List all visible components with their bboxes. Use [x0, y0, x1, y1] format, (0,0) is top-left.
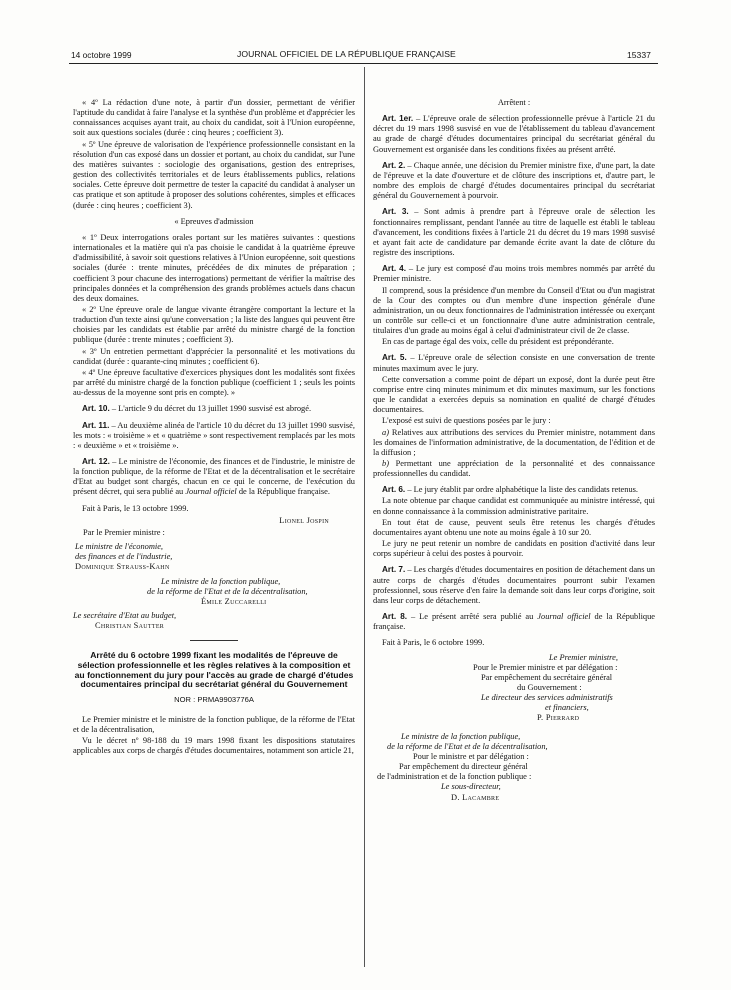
- right-column: [373, 98, 655, 803]
- article-text: de la République française.: [373, 612, 655, 632]
- article-text: de la République française.: [236, 487, 330, 497]
- left-column: [73, 98, 355, 757]
- article-text: – L'épreuve orale de sélection consiste en une conversation de trente minutes maximum avec le jury.: [373, 353, 655, 373]
- article-text: – Les chargés d'études documentaires en position de détachement dans un autre corps de chargés d'études documentaires pourront subir l'examen professionnel, sous réserve d'en faire la demande soit dans leur corps d'origine, soit dans leur corps de détachement.: [373, 565, 655, 605]
- paragraph: Vu le décret nº 98-188 du 19 mars 1998 fixant les dispositions statutaires applicables aux corps de chargés d'études documentaires, notamment son article 21,: [73, 736, 355, 756]
- paragraph: Le jury ne peut retenir un nombre de candidats en position d'activité dans leur corps supérieur à celui des postes à pourvoir.: [373, 539, 655, 559]
- signature-line: Le ministre de la fonction publique,: [401, 731, 521, 741]
- signature-line: Le secrétaire d'Etat au budget,: [73, 611, 177, 621]
- paragraph: « 2º Une épreuve orale de langue vivante étrangère comportant la lecture et la traduction d'un texte ainsi qu'une conversation ; la liste des langues qui peuvent être choisies par les candidats est établie par arrêté du ministre chargé de la fonction publique (durée : trente minutes ; coefficient 3).: [73, 304, 355, 345]
- article-label: Art. 3.: [382, 207, 409, 217]
- header-divider: [69, 63, 658, 64]
- article-text: – Le jury est composé d'au moins trois membres nommés par arrêté du Premier ministre.: [373, 264, 655, 284]
- nor-reference: NOR : PRMA9903776A: [174, 694, 254, 704]
- list-text: Permettant une appréciation de la personnalité et des connaissance professionnelles du candidat.: [373, 459, 655, 479]
- paragraph: « 5º Une épreuve de valorisation de l'expérience professionnelle consistant en la résolution d'un cas exposé dans un dossier et portant, au choix du candidat, sur l'une des matières suivantes : sociologie des organisations, gestion des entreprises, gestion des collectivités territoriales et de leurs établissements publics, relations sociales. Cette épreuve doit permettre de tester la capacité du candidat à analyser un cas pratique et son aptitude à proposer des solutions cohérentes, simples et efficaces (durée : cinq heures ; coefficient 3).: [73, 139, 355, 210]
- signatory: Dominique Strauss-Kahn: [75, 562, 170, 572]
- article-text: – Le ministre de l'économie, des finances et de l'industrie, le ministre de la fonction publique, de la réforme de l'Etat et de la décentralisation et le secrétaire d'Etat au budget sont chargés, chacun en ce qui le concerne, de l'exécution du présent décret, qui sera publié au: [73, 457, 355, 497]
- paragraph: La note obtenue par chaque candidat est communiquée au ministre intéressé, qui en donne connaissance à la commission administrative paritaire.: [373, 496, 655, 516]
- article-label: Art. 4.: [382, 264, 406, 274]
- article-text: – Le jury établit par ordre alphabétique la liste des candidats retenus.: [405, 485, 639, 495]
- signatory: D. Lacambre: [451, 792, 500, 802]
- article-label: Art. 8.: [382, 612, 408, 622]
- section-heading: « Epreuves d'admission: [174, 216, 254, 226]
- article-8: [373, 612, 655, 632]
- list-item: [373, 428, 655, 458]
- article-label: Art. 2.: [382, 160, 406, 170]
- list-item: [373, 459, 655, 479]
- done-at: Fait à Paris, le 6 octobre 1999.: [382, 638, 485, 648]
- list-marker: b): [382, 459, 389, 468]
- signature-line: de la réforme de l'Etat et de la décentralisation,: [387, 741, 548, 751]
- article-text: – Le présent arrêté sera publié au: [407, 612, 538, 622]
- signature-line: des finances et de l'industrie,: [75, 552, 173, 562]
- journal-reference: Journal officiel: [537, 612, 591, 622]
- article-label: Art. 1er.: [382, 114, 414, 124]
- article-text: – Sont admis à prendre part à l'épreuve orale de sélection les fonctionnaires remplissant, pendant l'année au titre de laquelle est établi le tableau d'avancement, les conditions fixées à l'article 21 du décret du 19 mars 1998 susvisé et ayant fait acte de candidature par demande écrite avant la date de clôture du registre des inscriptions.: [373, 207, 655, 258]
- signature-line: et financiers,: [545, 703, 589, 713]
- column-divider: [364, 67, 365, 967]
- journal-reference: Journal officiel: [185, 487, 237, 497]
- signatory: Émile Zuccarelli: [201, 596, 267, 606]
- signature-line: du Gouvernement :: [517, 682, 582, 692]
- paragraph: L'exposé est suivi de questions posées par le jury :: [382, 416, 551, 426]
- header-date: 14 octobre 1999: [71, 50, 132, 60]
- signatory: P. Pierrard: [537, 713, 580, 723]
- arretent: Arrêtent :: [497, 98, 531, 107]
- article-5: [373, 353, 655, 373]
- signature-line: Par le Premier ministre :: [83, 527, 165, 537]
- article-label: Art. 10.: [82, 404, 110, 414]
- article-6: [373, 485, 655, 495]
- signature-line: de l'administration et de la fonction publique :: [377, 772, 532, 782]
- article-7: [373, 565, 655, 606]
- signature-line: Le sous-directeur,: [441, 782, 501, 792]
- article-text: – L'article 9 du décret du 13 juillet 1990 susvisé est abrogé.: [109, 404, 312, 414]
- paragraph: Le Premier ministre et le ministre de la fonction publique, de la réforme de l'Etat et de la décentralisation,: [73, 714, 355, 735]
- signature-line: Le ministre de l'économie,: [75, 542, 164, 552]
- signature-line: Pour le ministre et par délégation :: [413, 751, 529, 761]
- article-1: [373, 114, 655, 155]
- signature-line: Par empêchement du secrétaire général: [481, 672, 613, 682]
- article-label: Art. 7.: [382, 565, 406, 575]
- page-header: [0, 0, 731, 60]
- article-label: Art. 11.: [82, 420, 110, 430]
- signature-line: Le Premier ministre,: [549, 652, 618, 662]
- article-text: – L'épreuve orale de sélection professionnelle prévue à l'article 21 du décret du 19 mars 1998 susvisé en vue de l'établissement du tableau d'avancement au grade de chargé d'études documentaires principal du secrétariat général du Gouvernement est organisée dans les conditions fixées au présent arrêté.: [373, 114, 655, 154]
- paragraph: « 1º Deux interrogations orales portant sur les matières suivantes : questions internationales et la matière qui n'a pas choisie le candidat à la quatrième épreuve d'admissibilité, à savoir soit questions relatives à l'Union européenne, soit questions sociales (durée : trente minutes, précédées de dix minutes de préparation ; coefficient 3 pour chacune des interrogations) permettant de vérifier la maîtrise des principales données et la compréhension des grands problèmes actuels dans chacun des deux domaines.: [73, 232, 355, 303]
- signatory: Christian Sautter: [95, 621, 165, 631]
- signature-line: Par empêchement du directeur général: [399, 762, 528, 772]
- signature-line: Le directeur des services administratifs: [481, 693, 613, 703]
- article-11: [73, 421, 355, 451]
- paragraph: Il comprend, sous la présidence d'un membre du Conseil d'Etat ou d'un magistrat de la Cour des comptes ou d'un membre d'une inspection générale d'une administration, un ou deux fonctionnaires de l'administration intéressée ou exerçant un contrôle sur celle-ci et un fonctionnaire d'une autre administration centrale, titulaires d'un grade au moins égal à celui d'administrateur civil de 2e classe.: [373, 285, 655, 336]
- signature-line: Le ministre de la fonction publique,: [161, 576, 281, 586]
- paragraph: En tout état de cause, peuvent seuls être retenus les chargés d'études documentaires ayant obtenu une note au moins égale à 10 sur 20.: [373, 517, 655, 537]
- decree-title: Arrêté du 6 octobre 1999 fixant les modalités de l'épreuve de sélection professionnelle et les règles relatives à la composition et au fonctionnement du jury pour l'accès au grade de chargé d'études documentaires principal du secrétariat général du Gouvernement: [74, 650, 354, 690]
- list-marker: a): [382, 427, 389, 437]
- article-12: [73, 457, 355, 498]
- article-label: Art. 6.: [382, 485, 406, 495]
- article-text: – Chaque année, une décision du Premier ministre fixe, d'une part, la date de l'épreuve et la date d'ouverture et de clôture des inscriptions et, d'autre part, le nombre des emplois de chargé d'études documentaires principal du secrétariat général du Gouvernement à pourvoir.: [373, 160, 655, 201]
- done-at: Fait à Paris, le 13 octobre 1999.: [82, 503, 189, 513]
- article-4: [373, 264, 655, 284]
- paragraph: En cas de partage égal des voix, celle du président est prépondérante.: [382, 337, 614, 347]
- signature-line: de la réforme de l'Etat et de la décentralisation,: [147, 586, 308, 596]
- article-label: Art. 5.: [382, 353, 407, 363]
- separator: [190, 640, 238, 641]
- paragraph: « 3º Un entretien permettant d'apprécier la personnalité et les motivations du candidat (durée : quarante-cinq minutes ; coefficient 6).: [73, 346, 355, 366]
- article-text: – Au deuxième alinéa de l'article 10 du décret du 13 juillet 1990 susvisé, les mots : « troisième » et « quatrième » sont respectivement remplacés par les mots : « deuxième » et « troisième ».: [73, 420, 355, 450]
- list-text: Relatives aux attributions des services du Premier ministre, notamment dans les domaines de l'information administrative, de la documentation, de l'édition et de la diffusion ;: [373, 427, 655, 457]
- page-number: 15337: [627, 50, 651, 60]
- paragraph: « 4º Une épreuve facultative d'exercices physiques dont les modalités sont fixées par arrêté du ministre chargé de la fonction publique (coefficient 1 ; seuls les points au-dessus de la moyenne sont pris en compte). »: [73, 367, 355, 398]
- signatory: Lionel Jospin: [279, 515, 329, 525]
- article-10: [73, 404, 355, 414]
- journal-title: JOURNAL OFFICIEL DE LA RÉPUBLIQUE FRANÇAISE: [237, 49, 456, 59]
- article-3: [373, 207, 655, 258]
- paragraph: « 4º La rédaction d'une note, à partir d'un dossier, permettant de vérifier l'aptitude du candidat à faire l'analyse et la synthèse d'un problème et d'apprécier les connaissances acquises ayant trait, au choix du candidat, soit à l'Union européenne, soit aux questions sociales (durée : cinq heures ; coefficient 3).: [73, 98, 355, 138]
- signature-line: Pour le Premier ministre et par délégation :: [473, 662, 618, 672]
- paragraph: Cette conversation a comme point de départ un exposé, dont la durée peut être comprise entre cinq minutes minimum et dix minutes maximum, sur les fonctions que le candidat a exercées depuis sa nomination en qualité de chargé d'études documentaires.: [373, 374, 655, 415]
- article-label: Art. 12.: [82, 457, 110, 466]
- article-2: [373, 161, 655, 202]
